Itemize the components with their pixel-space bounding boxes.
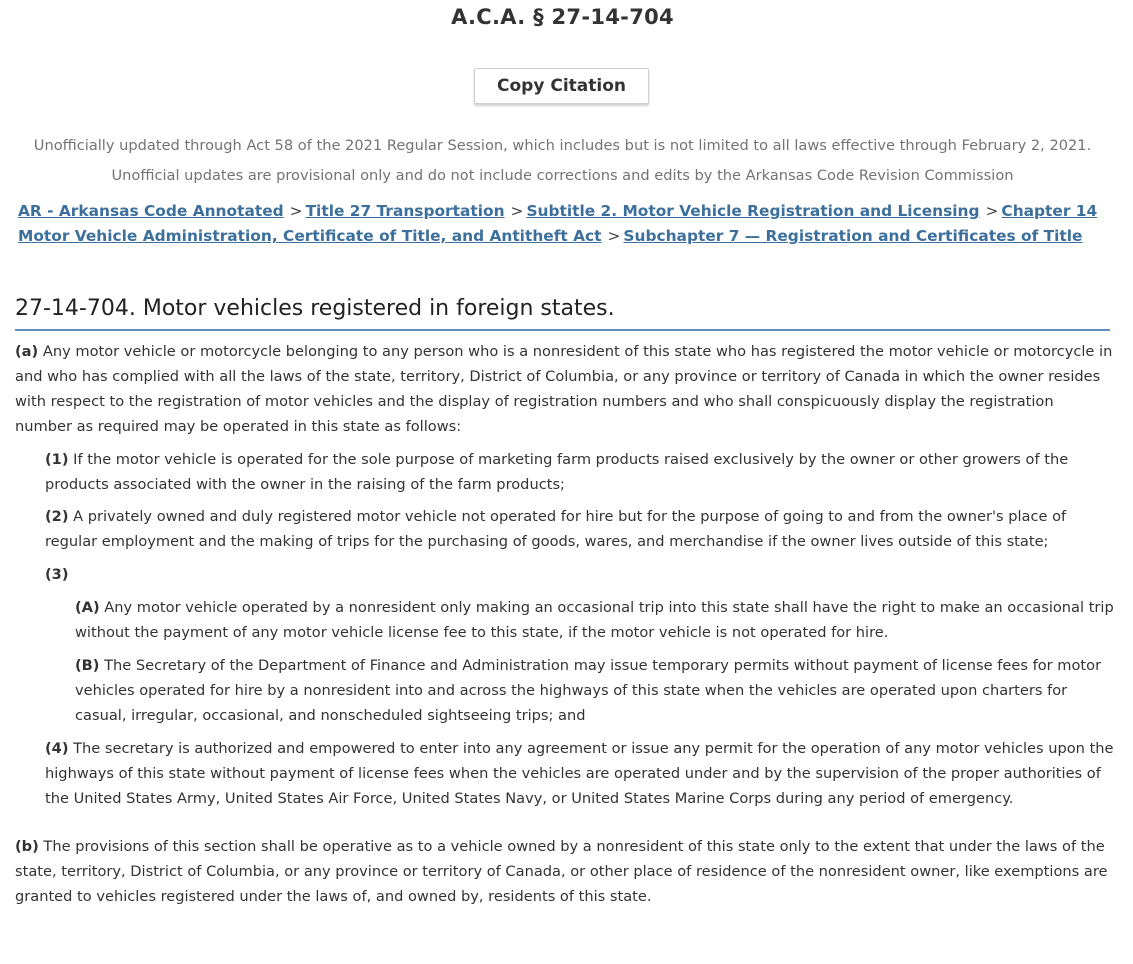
breadcrumb [18, 199, 1118, 249]
breadcrumb-link-subchapter-7[interactable]: Subchapter 7 — Registration and Certificates of Title [623, 227, 1083, 245]
breadcrumb-separator: > [985, 202, 999, 220]
paragraph-label: (1) [45, 450, 69, 468]
paragraph-text: A privately owned and duly registered motor vehicle not operated for hire but for the purpose of going to and from the owner's place of regular employment and the making of trips for the purchasing of goods, wares, and merchandise if the owner lives outside of this state; [45, 508, 1067, 551]
citation-title: A.C.A. § 27-14-704 [451, 5, 674, 29]
paragraph-text: Any motor vehicle operated by a nonresident only making an occasional trip into this state shall have the right to make an occasional trip without the payment of any motor vehicle license fee to this state, if the motor vehicle is not operated for hire. [75, 599, 1114, 642]
update-notice: Unofficially updated through Act 58 of the 2021 Regular Session, which includes but is not limited to all laws effective through February 2, 2021. [33, 137, 1092, 154]
paragraph-label: (2) [45, 508, 69, 526]
breadcrumb-link-title-27[interactable]: Title 27 Transportation [305, 202, 505, 220]
breadcrumb-separator: > [510, 202, 524, 220]
paragraph-3 [45, 563, 1115, 588]
paragraph-label: (3) [45, 566, 69, 584]
breadcrumb-link-chapter-14[interactable]: Chapter 14 Motor Vehicle Administration, Certificate of Title, and Antitheft Act [18, 202, 1098, 245]
paragraph-4 [45, 737, 1115, 812]
paragraph-text: The Secretary of the Department of Finance and Administration may issue temporary permits without payment of license fees for motor vehicles operated for hire by a nonresident into and across the highways of this state when the vehicles are operated upon charters for casual, irregular, occasional, and nonscheduled sightseeing trips; and [75, 656, 1102, 724]
subsection-b [15, 835, 1115, 910]
breadcrumb-separator: > [607, 227, 621, 245]
paragraph-label: (b) [15, 838, 39, 856]
paragraph-label: (B) [75, 656, 100, 674]
copy-citation-button[interactable]: Copy Citation [474, 68, 649, 104]
paragraph-label: (4) [45, 739, 69, 757]
breadcrumb-link-subtitle-2[interactable]: Subtitle 2. Motor Vehicle Registration and Licensing [526, 202, 980, 220]
breadcrumb-separator: > [289, 202, 303, 220]
subparagraph-B [75, 654, 1115, 729]
paragraph-text: The secretary is authorized and empowered to enter into any agreement or issue any permit for the operation of any motor vehicles upon the highways of this state without payment of license fees when the vehicles are operated under and by the supervision of the proper authorities of the United States Army, United States Air Force, United States Navy, or United States Marine Corps during any period of emergency. [45, 739, 1114, 807]
paragraph-label: (A) [75, 599, 100, 617]
paragraph-2 [45, 505, 1115, 555]
paragraph-text: Any motor vehicle or motorcycle belonging to any person who is a nonresident of this state who has registered the motor vehicle or motorcycle in and who has complied with all the laws of the state, territory, District of Columbia, or any province or territory of Canada in which the owner resides with respect to the registration of motor vehicles and the display of registration numbers and who shall conspicuously display the registration number as required may be operated in this state as follows: [15, 343, 1113, 435]
section-heading: 27-14-704. Motor vehicles registered in foreign states. [15, 295, 1110, 331]
provisional-notice: Unofficial updates are provisional only and do not include corrections and edits by the Arkansas Code Revision Commission [111, 167, 1014, 184]
section-body [15, 340, 1115, 910]
subparagraph-A [75, 596, 1115, 646]
paragraph-1 [45, 448, 1115, 498]
paragraph-text: The provisions of this section shall be operative as to a vehicle owned by a nonresident of this state only to the extent that under the laws of the state, territory, District of Columbia, or any province or territory of Canada, or other place of residence of the nonresident owner, like exemptions are granted to vehicles registered under the laws of, and owned by, residents of this state. [15, 838, 1108, 906]
subsection-a [15, 340, 1115, 440]
paragraph-label: (a) [15, 343, 39, 360]
paragraph-text: If the motor vehicle is operated for the sole purpose of marketing farm products raised exclusively by the owner or other growers of the products associated with the owner in the raising of the farm products; [45, 450, 1069, 493]
breadcrumb-link-arkansas-code[interactable]: AR - Arkansas Code Annotated [18, 202, 284, 220]
